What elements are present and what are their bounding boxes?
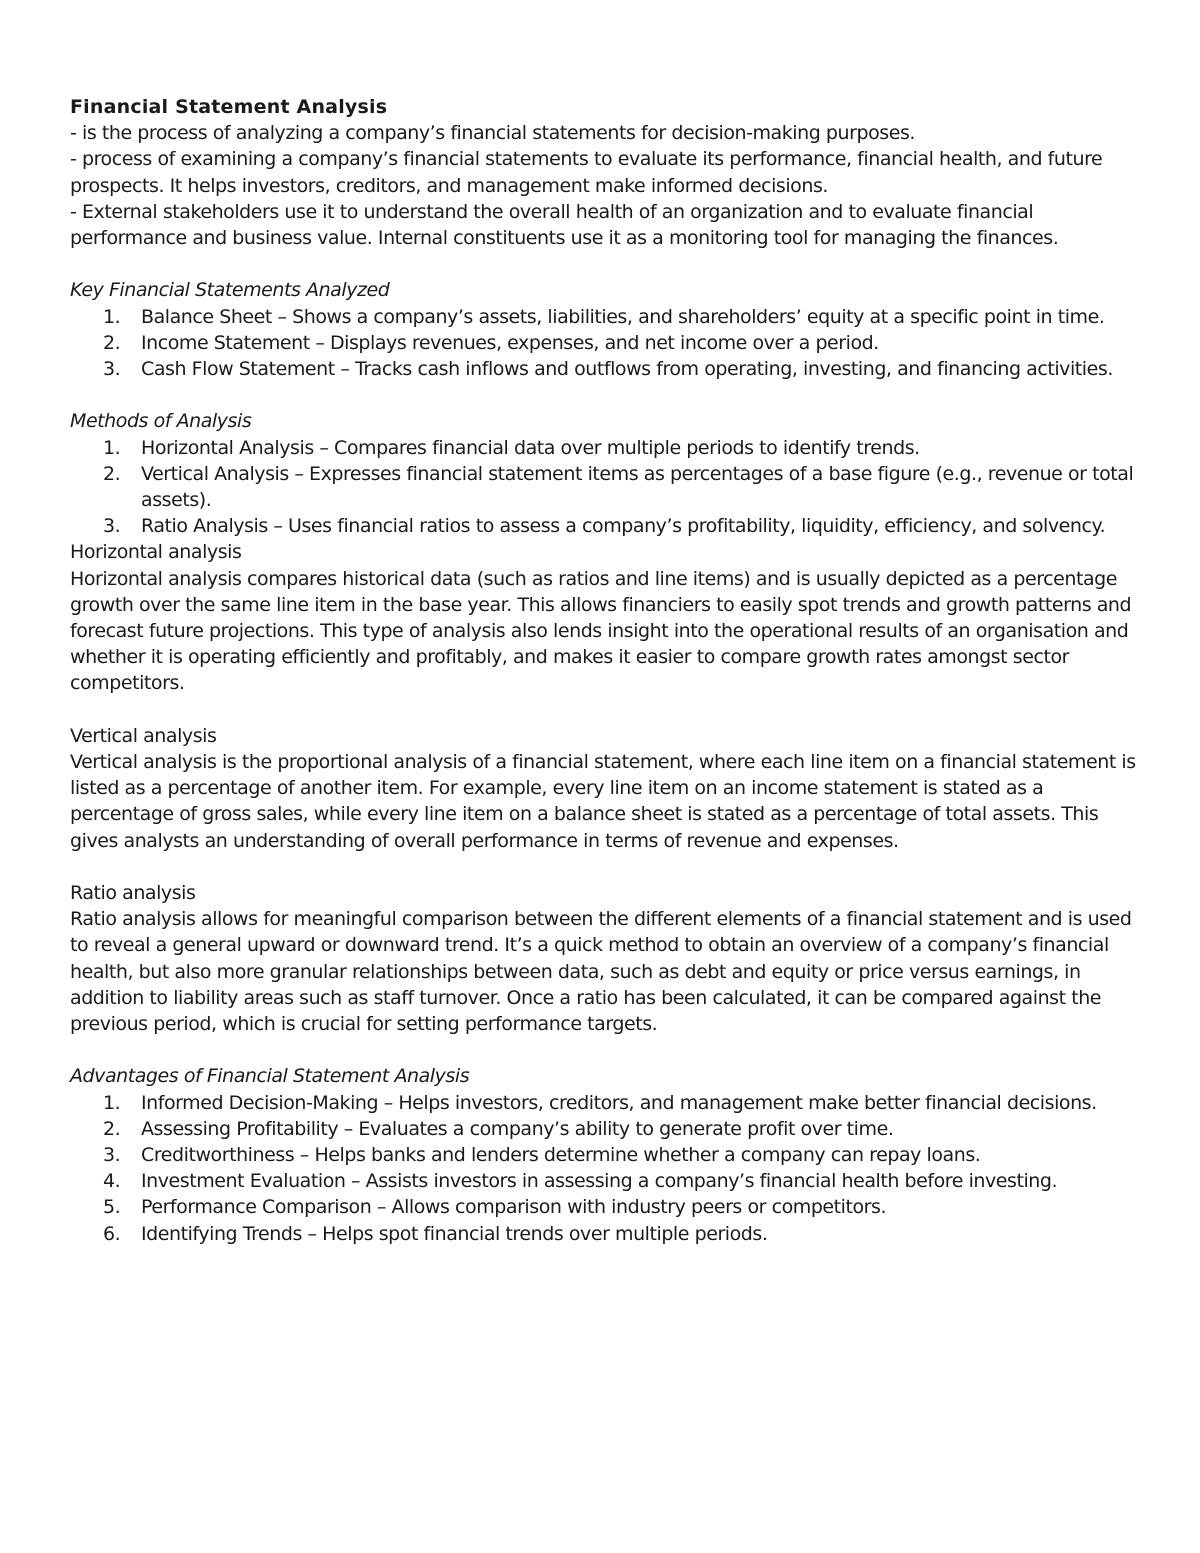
list-item xyxy=(70,330,1140,356)
list-number: 4. xyxy=(103,1170,121,1193)
list-number: 6. xyxy=(103,1222,121,1245)
spacer xyxy=(70,1037,1140,1063)
list-number: 2. xyxy=(103,331,121,354)
key-statements-heading: Key Financial Statements Analyzed xyxy=(70,279,390,302)
intro-line: - is the process of analyzing a company’s financial statements for decision-making purposes. xyxy=(70,122,915,145)
list-item xyxy=(70,1168,1140,1194)
spacer xyxy=(70,854,1140,880)
list-text: Investment Evaluation – Assists investors in assessing a company’s financial health before investing. xyxy=(141,1170,1058,1193)
horizontal-body: Horizontal analysis compares historical data (such as ratios and line items) and is usually depicted as a percentage growth over the same line item in the base year. This allows financiers to easily spot trends and growth patterns and forecast future projections. This type of analysis also lends insight into the operational results of an organisation and whether it is operating efficiently and profitably, and makes it easier to compare growth rates amongst sector competitors. xyxy=(70,567,1132,695)
advantages-heading: Advantages of Financial Statement Analysis xyxy=(70,1065,470,1088)
list-text: Creditworthiness – Helps banks and lenders determine whether a company can repay loans. xyxy=(141,1144,981,1167)
document-page xyxy=(70,94,1140,1247)
list-number: 2. xyxy=(103,1117,121,1140)
list-number: 3. xyxy=(103,358,121,381)
intro-line: - External stakeholders use it to understand the overall health of an organization and to evaluate financial performance and business value. Internal constituents use it as a monitoring tool for managing the finances. xyxy=(70,200,1059,250)
key-statements-list xyxy=(70,304,1140,383)
list-number: 1. xyxy=(103,436,121,459)
list-item xyxy=(70,435,1140,461)
list-number: 3. xyxy=(103,515,121,538)
ratio-heading: Ratio analysis xyxy=(70,882,196,905)
list-text: Assessing Profitability – Evaluates a company’s ability to generate profit over time. xyxy=(141,1117,894,1140)
list-item xyxy=(70,1090,1140,1116)
list-item xyxy=(70,1142,1140,1168)
list-item xyxy=(70,1194,1140,1220)
advantages-list xyxy=(70,1090,1140,1247)
list-number: 2. xyxy=(103,462,121,485)
methods-heading: Methods of Analysis xyxy=(70,410,252,433)
list-item xyxy=(70,304,1140,330)
intro-line: - process of examining a company’s financial statements to evaluate its performance, financial health, and future prospects. It helps investors, creditors, and management make informed decisions. xyxy=(70,148,1103,197)
vertical-heading: Vertical analysis xyxy=(70,724,217,747)
list-item xyxy=(70,1116,1140,1142)
list-text: Performance Comparison – Allows comparison with industry peers or competitors. xyxy=(141,1196,887,1219)
list-number: 3. xyxy=(103,1144,121,1167)
list-number: 1. xyxy=(103,1091,121,1114)
list-item xyxy=(70,1221,1140,1247)
vertical-body: Vertical analysis is the proportional analysis of a financial statement, where each line item on a financial statement is listed as a percentage of another item. For example, every line item on an income statement is stated as a percentage of gross sales, while every line item on a balance sheet is stated as a percentage of total assets. This gives analysts an understanding of overall performance in terms of revenue and expenses. xyxy=(70,751,1136,852)
list-item xyxy=(70,513,1140,539)
spacer xyxy=(70,251,1140,277)
spacer xyxy=(70,382,1140,408)
list-number: 1. xyxy=(103,305,121,328)
list-text: Cash Flow Statement – Tracks cash inflows and outflows from operating, investing, and financing activities. xyxy=(141,358,1113,381)
list-item xyxy=(70,461,1140,513)
list-text: Identifying Trends – Helps spot financial trends over multiple periods. xyxy=(141,1222,768,1245)
horizontal-heading: Horizontal analysis xyxy=(70,541,242,564)
list-text: Balance Sheet – Shows a company’s assets, liabilities, and shareholders’ equity at a specific point in time. xyxy=(141,305,1105,328)
list-text: Income Statement – Displays revenues, expenses, and net income over a period. xyxy=(141,331,879,354)
methods-list xyxy=(70,435,1140,540)
list-text: Ratio Analysis – Uses financial ratios to assess a company’s profitability, liquidity, efficiency, and solvency. xyxy=(141,515,1106,538)
ratio-body: Ratio analysis allows for meaningful comparison between the different elements of a financial statement and is used to reveal a general upward or downward trend. It’s a quick method to obtain an overview of a company’s financial health, but also more granular relationships between data, such as debt and equity or price versus earnings, in addition to liability areas such as staff turnover. Once a ratio has been calculated, it can be compared against the previous period, which is crucial for setting performance targets. xyxy=(70,908,1132,1036)
spacer xyxy=(70,697,1140,723)
list-text: Horizontal Analysis – Compares financial data over multiple periods to identify trends. xyxy=(141,436,920,459)
document-title: Financial Statement Analysis xyxy=(70,96,388,118)
list-text: Informed Decision-Making – Helps investors, creditors, and management make better financial decisions. xyxy=(141,1091,1097,1114)
list-item xyxy=(70,356,1140,382)
list-text: Vertical Analysis – Expresses financial statement items as percentages of a base figure (e.g., revenue or total assets). xyxy=(141,462,1134,512)
list-number: 5. xyxy=(103,1196,121,1219)
